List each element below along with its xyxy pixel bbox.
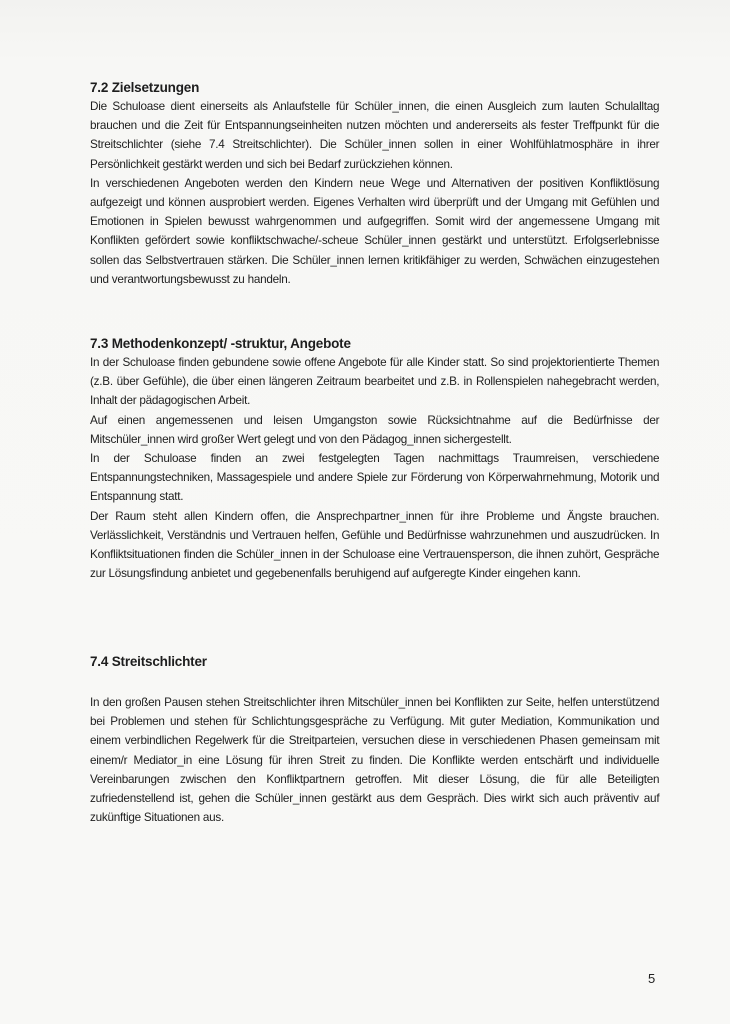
paragraph: In verschiedenen Angeboten werden den Kindern neue Wege und Alternativen der positiven Konfliktlösung aufgezeigt und können ausprobiert werden. Eigenes Verhalten wird überprüft und der Umgang mit Gefühlen und Emotionen in Spielen bewusst wahrgenommen und aufgegriffen. Somit wird der angemessene Umgang mit Konflikten gefördert sowie konfliktschwache/-scheue Schüler_innen gestärkt und unterstützt. Erfolgserlebnisse sollen das Selbstvertrauen stärken. Die Schüler_innen lernen kritikfähiger zu werden, Schwächen einzugestehen und verantwortungsbewusst zu handeln. (90, 175, 660, 286)
section-heading: 7.3 Methodenkonzept/ -struktur, Angebote (90, 336, 351, 351)
section-zielsetzungen (90, 78, 668, 289)
paragraph: In der Schuloase finden gebundene sowie offene Angebote für alle Kinder statt. So sind projektorientierte Themen (z.B. über Gefühle), die über einen längeren Zeitraum bearbeitet und z.B. in Rollenspielen nahegebracht werden, Inhalt der pädagogischen Arbeit. (90, 355, 660, 408)
section-heading: 7.2 Zielsetzungen (90, 80, 200, 95)
paragraph: Der Raum steht allen Kindern offen, die Ansprechpartner_innen für ihre Probleme und Ängste brauchen. Verlässlichkeit, Verständnis und Vertrauen helfen, Gefühle und Bedürfnisse wahrzunehmen und auszudrücken. In Konfliktsituationen finden die Schüler_innen in der Schuloase eine Vertrauensperson, die ihnen zuhört, Gespräche zur Lösungsfindung anbietet und gegebenenfalls beruhigend auf aufgeregte Kinder eingehen kann. (90, 508, 660, 581)
paragraph: In den großen Pausen stehen Streitschlichter ihren Mitschüler_innen bei Konflikten zur Seite, helfen unterstützend bei Problemen und stehen für Schlichtungsgespräche zu Verfügung. Mit guter Mediation, Kommunikation und einem verbindlichen Regelwerk für die Streitparteien, versuchen diese in verschiedenen Phasen gemeinsam mit einem/r Mediator_in eine Lösung für ihren Streit zu finden. Die Konflikte werden entschärft und individuelle Vereinbarungen zwischen den Konfliktpartnern getroffen. Mit dieser Lösung, die für alle Beteiligten zufriedenstellend ist, gehen die Schüler_innen gestärkt aus dem Gespräch. Dies wirkt sich auch präventiv auf zukünftige Situationen aus. (90, 695, 660, 825)
paragraph: Auf einen angemessenen und leisen Umgangston sowie Rücksichtnahme auf die Bedürfnisse der Mitschüler_innen wird großer Wert gelegt und von den Pädagog_innen sichergestellt. (90, 412, 660, 446)
paragraph: Die Schuloase dient einerseits als Anlaufstelle für Schüler_innen, die einen Ausgleich zum lauten Schulalltag brauchen und die Zeit für Entspannungseinheiten nutzen möchten und andererseits als fester Treffpunkt für die Streitschlichter (siehe 7.4 Streitschlichter). Die Schüler_innen sollen in einer Wohlfühlatmosphäre in ihrer Persönlichkeit gestärkt werden und sich bei Bedarf zurückziehen können. (90, 99, 660, 171)
paragraph: In der Schuloase finden an zwei festgelegten Tagen nachmittags Traumreisen, verschiedene Entspannungstechniken, Massagespiele und andere Spiele zur Förderung von Körperwahrnehmung, Motorik und Entspannung statt. (90, 451, 660, 504)
section-heading: 7.4 Streitschlichter (90, 654, 207, 669)
section-streitschlichter (90, 652, 668, 827)
section-methodenkonzept (90, 334, 668, 583)
page-number: 5 (648, 971, 656, 986)
